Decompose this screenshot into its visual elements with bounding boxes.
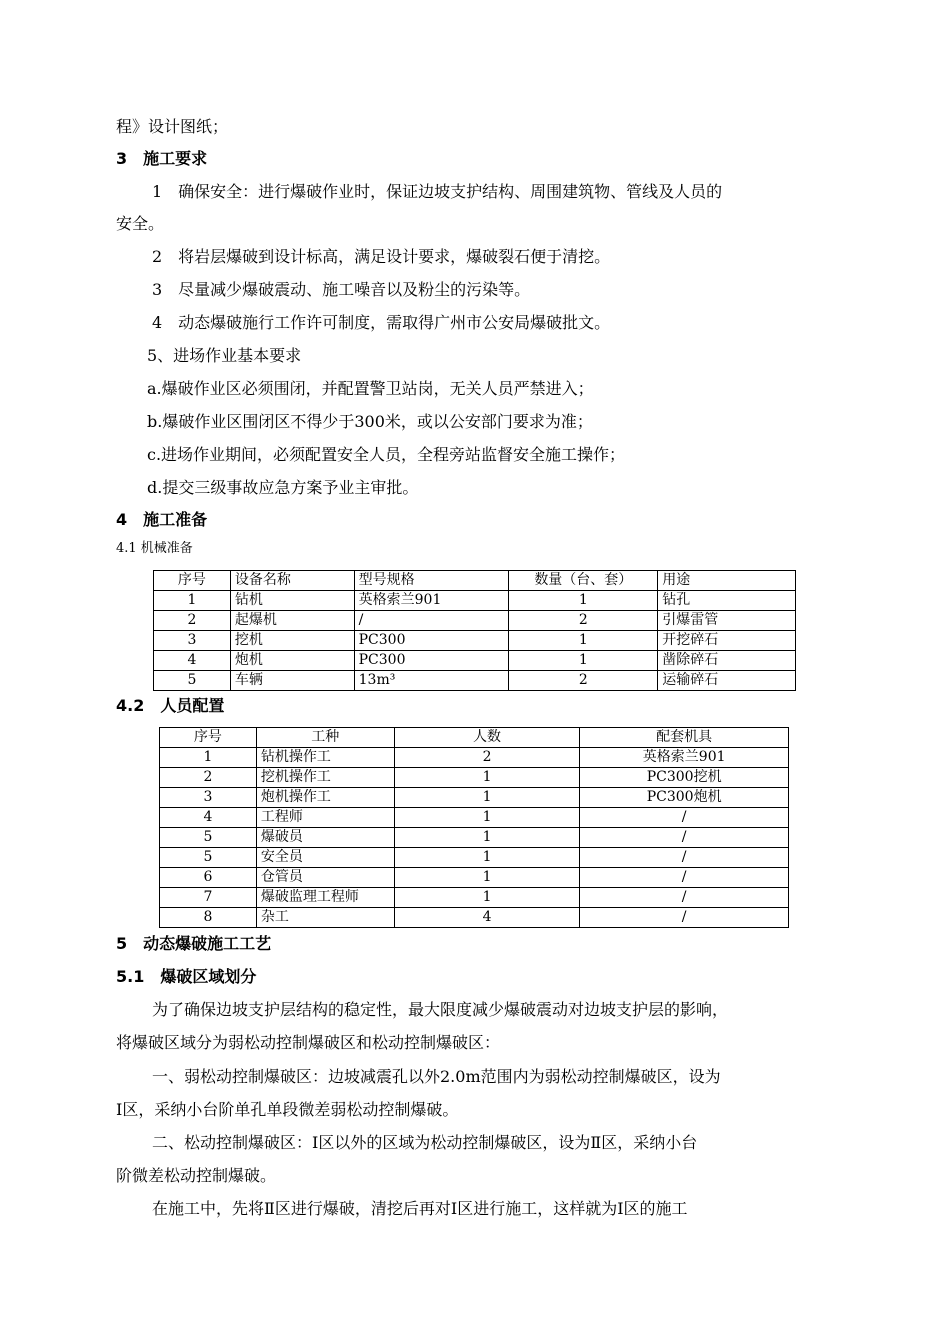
- table-cell: 钻机操作工: [256, 748, 394, 768]
- table-cell: 钻机: [230, 591, 354, 611]
- table-row: [154, 631, 796, 651]
- table-cell: 1: [394, 848, 580, 868]
- table-cell: /: [580, 888, 789, 908]
- table-row: [160, 828, 789, 848]
- table-cell: 凿除碎石: [658, 651, 796, 671]
- table-cell: 1: [394, 788, 580, 808]
- table-cell: /: [580, 808, 789, 828]
- table-cell: 车辆: [230, 671, 354, 691]
- list-item: 5、进场作业基本要求: [147, 346, 302, 365]
- table-cell: 1: [394, 828, 580, 848]
- table-cell: PC300挖机: [580, 768, 789, 788]
- table-cell: 13m³: [354, 671, 509, 691]
- table-header-cell: 设备名称: [230, 571, 354, 591]
- table-header-cell: 人数: [394, 728, 580, 748]
- table-cell: 1: [509, 591, 658, 611]
- table-cell: 1: [394, 888, 580, 908]
- table-cell: 开挖碎石: [658, 631, 796, 651]
- paragraph-line: Ⅰ区，采纳小台阶单孔单段微差弱松动控制爆破。: [116, 1100, 459, 1119]
- text-line: 程》设计图纸；: [116, 117, 229, 136]
- table-row: [160, 808, 789, 828]
- table-cell: 挖机: [230, 631, 354, 651]
- table-row: [160, 908, 789, 928]
- table-cell: 杂工: [256, 908, 394, 928]
- table-cell: /: [580, 848, 789, 868]
- table-row: [154, 671, 796, 691]
- table-row: [160, 848, 789, 868]
- table-cell: 3: [160, 788, 257, 808]
- table-cell: 5: [154, 671, 231, 691]
- table-row: [160, 788, 789, 808]
- list-item: 3 尽量减少爆破震动、施工噪音以及粉尘的污染等。: [152, 280, 531, 299]
- table-cell: 挖机操作工: [256, 768, 394, 788]
- section-heading-5: 5 动态爆破施工工艺: [116, 934, 272, 953]
- table-header-cell: 型号规格: [354, 571, 509, 591]
- table-header-cell: 数量（台、套）: [509, 571, 658, 591]
- table-cell: PC300炮机: [580, 788, 789, 808]
- table-cell: 2: [394, 748, 580, 768]
- paragraph-line: 为了确保边坡支护层结构的稳定性，最大限度减少爆破震动对边坡支护层的影响，: [152, 1000, 729, 1019]
- list-item: c.进场作业期间，必须配置安全人员，全程旁站监督安全施工操作；: [147, 445, 626, 464]
- paragraph-line: 在施工中，先将Ⅱ区进行爆破，清挖后再对Ⅰ区进行施工，这样就为Ⅰ区的施工: [152, 1199, 688, 1218]
- table-header-cell: 工种: [256, 728, 394, 748]
- table-cell: /: [580, 868, 789, 888]
- table-cell: 2: [160, 768, 257, 788]
- personnel-table: [159, 727, 789, 928]
- list-item: 4 动态爆破施行工作许可制度，需取得广州市公安局爆破批文。: [152, 313, 611, 332]
- list-item: 2 将岩层爆破到设计标高，满足设计要求，爆破裂石便于清挖。: [152, 247, 611, 266]
- list-item-continuation: 安全。: [116, 214, 165, 233]
- table-cell: 5: [160, 848, 257, 868]
- table-row: [160, 888, 789, 908]
- table-cell: 爆破员: [256, 828, 394, 848]
- paragraph-line: 将爆破区域分为弱松动控制爆破区和松动控制爆破区：: [116, 1033, 501, 1052]
- paragraph-line: 阶微差松动控制爆破。: [116, 1166, 277, 1185]
- table-cell: 起爆机: [230, 611, 354, 631]
- table-cell: 1: [394, 808, 580, 828]
- paragraph-line: 二、松动控制爆破区：Ⅰ区以外的区域为松动控制爆破区，设为Ⅱ区，采纳小台: [152, 1133, 698, 1152]
- table-cell: 7: [160, 888, 257, 908]
- table-row: [160, 868, 789, 888]
- table-header-row: [154, 571, 796, 591]
- table-cell: 2: [509, 611, 658, 631]
- list-item: a.爆破作业区必须围闭，并配置警卫站岗，无关人员严禁进入；: [147, 379, 594, 398]
- subsection-heading-4-1: 4.1 机械准备: [116, 541, 193, 556]
- table-cell: /: [354, 611, 509, 631]
- table-cell: /: [580, 828, 789, 848]
- paragraph-line: 一、弱松动控制爆破区：边坡减震孔以外2.0m范围内为弱松动控制爆破区，设为: [152, 1067, 721, 1086]
- table-header-cell: 序号: [160, 728, 257, 748]
- table-cell: 5: [160, 828, 257, 848]
- table-cell: 爆破监理工程师: [256, 888, 394, 908]
- section-heading-4: 4 施工准备: [116, 510, 208, 529]
- table-cell: 3: [154, 631, 231, 651]
- table-cell: 英格索兰901: [354, 591, 509, 611]
- list-item: d.提交三级事故应急方案予业主审批。: [147, 478, 419, 497]
- table-header-row: [160, 728, 789, 748]
- list-item: 1 确保安全：进行爆破作业时，保证边坡支护结构、周围建筑物、管线及人员的: [152, 182, 723, 201]
- table-cell: 安全员: [256, 848, 394, 868]
- table-cell: 1: [154, 591, 231, 611]
- subsection-heading-5-1: 5.1 爆破区域划分: [116, 967, 257, 986]
- table-cell: 6: [160, 868, 257, 888]
- table-cell: 英格索兰901: [580, 748, 789, 768]
- table-cell: 钻孔: [658, 591, 796, 611]
- table-row: [160, 748, 789, 768]
- table-cell: 炮机操作工: [256, 788, 394, 808]
- table-cell: 4: [394, 908, 580, 928]
- table-cell: 1: [160, 748, 257, 768]
- table-cell: /: [580, 908, 789, 928]
- table-cell: PC300: [354, 631, 509, 651]
- table-header-cell: 配套机具: [580, 728, 789, 748]
- section-heading-3: 3 施工要求: [116, 149, 208, 168]
- table-cell: 2: [154, 611, 231, 631]
- table-cell: 4: [160, 808, 257, 828]
- table-row: [154, 591, 796, 611]
- table-header-cell: 序号: [154, 571, 231, 591]
- table-row: [154, 651, 796, 671]
- table-cell: 1: [509, 631, 658, 651]
- table-header-cell: 用途: [658, 571, 796, 591]
- table-cell: 1: [509, 651, 658, 671]
- table-cell: 4: [154, 651, 231, 671]
- table-cell: 2: [509, 671, 658, 691]
- table-row: [160, 768, 789, 788]
- table-cell: 运输碎石: [658, 671, 796, 691]
- table-cell: PC300: [354, 651, 509, 671]
- table-row: [154, 611, 796, 631]
- machinery-table: [153, 570, 796, 691]
- table-cell: 工程师: [256, 808, 394, 828]
- table-cell: 引爆雷管: [658, 611, 796, 631]
- list-item: b.爆破作业区围闭区不得少于300米，或以公安部门要求为准；: [147, 412, 593, 431]
- subsection-heading-4-2: 4.2 人员配置: [116, 696, 225, 715]
- table-cell: 8: [160, 908, 257, 928]
- table-cell: 炮机: [230, 651, 354, 671]
- table-cell: 1: [394, 768, 580, 788]
- table-cell: 1: [394, 868, 580, 888]
- table-cell: 仓管员: [256, 868, 394, 888]
